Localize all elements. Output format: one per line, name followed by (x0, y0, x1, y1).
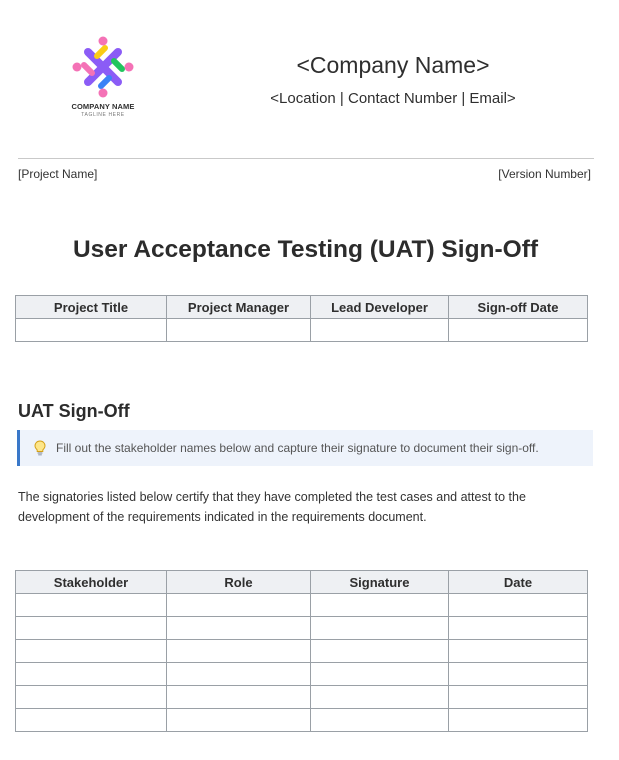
table-row (16, 319, 588, 342)
role-cell[interactable] (167, 617, 311, 640)
role-cell[interactable] (167, 709, 311, 732)
column-header-date: Date (449, 571, 588, 594)
table-row (16, 617, 588, 640)
project-title-cell[interactable] (16, 319, 167, 342)
signature-cell[interactable] (311, 617, 449, 640)
signature-cell[interactable] (311, 640, 449, 663)
stakeholder-signoff-table (15, 570, 588, 732)
role-cell[interactable] (167, 686, 311, 709)
date-cell[interactable] (449, 663, 588, 686)
logo-company-name: COMPANY NAME (71, 102, 135, 111)
company-logo (62, 34, 144, 124)
instruction-callout (17, 430, 593, 466)
stakeholder-cell[interactable] (16, 617, 167, 640)
date-cell[interactable] (449, 594, 588, 617)
table-header-row (16, 571, 588, 594)
column-header-signature: Signature (311, 571, 449, 594)
signature-cell[interactable] (311, 709, 449, 732)
stakeholder-cell[interactable] (16, 709, 167, 732)
signature-cell[interactable] (311, 686, 449, 709)
project-name-placeholder[interactable]: [Project Name] (18, 167, 98, 181)
header-divider (18, 158, 594, 159)
column-header-role: Role (167, 571, 311, 594)
role-cell[interactable] (167, 594, 311, 617)
company-name: <Company Name> (296, 52, 490, 78)
date-cell[interactable] (449, 686, 588, 709)
signature-cell[interactable] (311, 594, 449, 617)
table-row (16, 594, 588, 617)
certification-paragraph: The signatories listed below certify that they have completed the test cases and attest to the development of the requirements indicated in the requirements document. (18, 490, 526, 524)
role-cell[interactable] (167, 663, 311, 686)
document-title: User Acceptance Testing (UAT) Sign-Off (72, 236, 539, 263)
role-cell[interactable] (167, 640, 311, 663)
signoff-date-cell[interactable] (449, 319, 588, 342)
date-cell[interactable] (449, 640, 588, 663)
stakeholder-cell[interactable] (16, 663, 167, 686)
stakeholder-cell[interactable] (16, 640, 167, 663)
date-cell[interactable] (449, 709, 588, 732)
lightbulb-icon (34, 440, 46, 456)
column-header-lead-developer: Lead Developer (311, 296, 449, 319)
logo-tagline: TAGLINE HERE (81, 112, 125, 118)
table-row (16, 640, 588, 663)
lead-developer-cell[interactable] (311, 319, 449, 342)
version-number-placeholder[interactable]: [Version Number] (498, 167, 591, 181)
logo-icon (70, 34, 136, 100)
column-header-project-manager: Project Manager (167, 296, 311, 319)
table-row (16, 686, 588, 709)
table-row (16, 663, 588, 686)
callout-text: Fill out the stakeholder names below and capture their signature to document their sign-off. (56, 441, 539, 455)
column-header-stakeholder: Stakeholder (16, 571, 167, 594)
table-row (16, 709, 588, 732)
table-header-row (16, 296, 588, 319)
stakeholder-cell[interactable] (16, 594, 167, 617)
stakeholder-cell[interactable] (16, 686, 167, 709)
signature-cell[interactable] (311, 663, 449, 686)
column-header-project-title: Project Title (16, 296, 167, 319)
company-contact-info: <Location | Contact Number | Email> (270, 90, 516, 107)
section-heading-uat-signoff: UAT Sign-Off (18, 401, 130, 421)
column-header-signoff-date: Sign-off Date (449, 296, 588, 319)
project-manager-cell[interactable] (167, 319, 311, 342)
project-info-table (15, 295, 588, 342)
date-cell[interactable] (449, 617, 588, 640)
